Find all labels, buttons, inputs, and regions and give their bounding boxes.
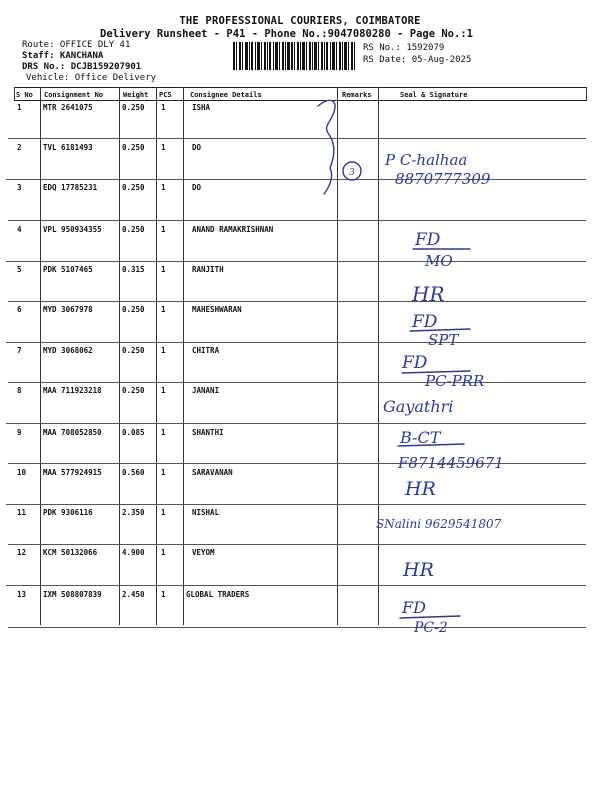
col-divider — [14, 87, 15, 101]
row-divider — [8, 301, 586, 302]
cell-sno: 3 — [17, 183, 22, 192]
remark-row6-top: FD — [412, 312, 438, 332]
row-divider — [8, 138, 586, 139]
cell-pcs: 1 — [161, 508, 166, 517]
header-remarks: Remarks — [342, 91, 372, 99]
cell-consignment: MAA 711923218 — [43, 386, 102, 395]
cell-pcs: 1 — [161, 305, 166, 314]
barcode-icon — [233, 42, 355, 70]
rs-date: RS Date: 05-Aug-2025 — [363, 55, 472, 65]
cell-sno: 8 — [17, 386, 22, 395]
row-divider — [8, 544, 586, 545]
cell-pcs: 1 — [161, 548, 166, 557]
header-pcs: PCS — [159, 91, 172, 99]
cell-consignment: PDK 9306116 — [43, 508, 93, 517]
cell-consignment: MAA 708052850 — [43, 428, 102, 437]
cell-consignee: NISHAL — [192, 508, 220, 517]
cell-pcs: 1 — [161, 468, 166, 477]
runsheet-line: Delivery Runsheet - P41 - Phone No.:9047080280 - Page No.:1 — [100, 28, 473, 40]
remark-row11: SNalini 9629541807 — [376, 517, 502, 531]
cell-consignment: MYD 3067978 — [43, 305, 93, 314]
header-seal: Seal & Signature — [400, 91, 468, 99]
vehicle-label: Vehicle: Office Delivery — [26, 73, 157, 83]
remark-row7-top: FD — [402, 353, 428, 373]
company-title: THE PROFESSIONAL COURIERS, COIMBATORE — [179, 15, 421, 27]
cell-consignee: ANAND RAMAKRISHNAN — [192, 225, 274, 234]
cell-weight: 4.900 — [122, 548, 145, 557]
cell-weight: 0.250 — [122, 225, 145, 234]
cell-consignment: MTR 2641075 — [43, 103, 93, 112]
underline-stroke — [400, 616, 460, 618]
cell-pcs: 1 — [161, 428, 166, 437]
cell-weight: 0.250 — [122, 143, 145, 152]
remark-row4-bottom: MO — [425, 252, 453, 270]
cell-sno: 2 — [17, 143, 22, 152]
cell-consignee: GLOBAL TRADERS — [186, 590, 250, 599]
cell-consignee: CHITRA — [192, 346, 220, 355]
circle-mark — [343, 162, 361, 180]
row-divider — [8, 382, 586, 383]
cell-weight: 0.560 — [122, 468, 145, 477]
staff-label: Staff: KANCHANA — [22, 51, 104, 61]
row-divider — [6, 179, 586, 180]
cell-consignment: VPL 950934355 — [43, 225, 102, 234]
header-bottom-border — [14, 100, 586, 101]
phone-row1: 8870777309 — [395, 170, 491, 188]
circle-number: 3 — [349, 168, 355, 178]
cell-consignment: TVL 6181493 — [43, 143, 93, 152]
remark-row13-top: FD — [402, 598, 426, 617]
remark-row5: HR — [412, 282, 445, 306]
row-divider — [6, 504, 586, 505]
cell-consignment: KCM 50132066 — [43, 548, 98, 557]
cell-pcs: 1 — [161, 143, 166, 152]
underline-stroke — [398, 444, 464, 446]
cell-consignee: DO — [192, 143, 202, 152]
header-weight: Weight — [123, 91, 149, 99]
cell-sno: 9 — [17, 428, 22, 437]
route-label: Route: OFFICE DLY 41 — [22, 40, 131, 50]
cell-sno: 12 — [17, 548, 27, 557]
remark-row10: HR — [405, 478, 436, 500]
cell-consignee: SHANTHI — [192, 428, 224, 437]
row-divider — [6, 585, 586, 586]
cell-consignee: JANANI — [192, 386, 220, 395]
cell-pcs: 1 — [161, 265, 166, 274]
cell-sno: 5 — [17, 265, 22, 274]
underline-stroke — [402, 371, 470, 373]
drs-number: DRS No.: DCJB159207901 — [22, 62, 142, 72]
remark-row6-bottom: SPT — [428, 331, 459, 349]
signature-row1: P C-halhaa — [385, 151, 468, 169]
row-divider — [8, 220, 586, 221]
cell-pcs: 1 — [161, 346, 166, 355]
remark-row7-bottom: PC-PRR — [425, 372, 485, 390]
cell-pcs: 1 — [161, 103, 166, 112]
cell-sno: 11 — [17, 508, 27, 517]
cell-weight: 2.450 — [122, 590, 145, 599]
cell-consignment: EDQ 17785231 — [43, 183, 98, 192]
cell-sno: 1 — [17, 103, 22, 112]
cell-pcs: 1 — [161, 225, 166, 234]
cell-consignment: IXM 508807839 — [43, 590, 102, 599]
header-consignee: Consignee Details — [190, 91, 262, 99]
cell-consignee: ISHA — [192, 103, 211, 112]
row-divider — [8, 627, 586, 628]
remark-row9-top: B-CT — [400, 428, 441, 447]
cell-pcs: 1 — [161, 386, 166, 395]
cell-sno: 6 — [17, 305, 22, 314]
row-divider — [6, 342, 586, 343]
cell-weight: 0.085 — [122, 428, 145, 437]
cell-consignment: PDK 5107465 — [43, 265, 93, 274]
cell-sno: 13 — [17, 590, 27, 599]
header-consignment: Consignment No — [44, 91, 104, 99]
header-sno: S No — [16, 91, 33, 99]
table-top-border — [14, 87, 586, 88]
rs-number: RS No.: 1592079 — [363, 43, 445, 53]
remark-row4-top: FD — [415, 230, 441, 250]
cell-sno: 7 — [17, 346, 22, 355]
col-divider — [586, 87, 587, 101]
cell-weight: 2.350 — [122, 508, 145, 517]
cell-weight: 0.250 — [122, 305, 145, 314]
cell-consignment: MYD 3068062 — [43, 346, 93, 355]
row-divider — [6, 261, 586, 262]
cell-consignee: RANJITH — [192, 265, 224, 274]
remark-row13-bottom: PC-2 — [414, 620, 448, 636]
row-divider — [8, 463, 586, 464]
cell-weight: 0.315 — [122, 265, 145, 274]
remark-row9-bottom: F8714459671 — [398, 454, 504, 472]
cell-sno: 4 — [17, 225, 22, 234]
cell-consignee: VEYOM — [192, 548, 215, 557]
remark-row12: HR — [403, 559, 434, 581]
cell-sno: 10 — [17, 468, 27, 477]
cell-weight: 0.250 — [122, 386, 145, 395]
cell-consignee: SARAVANAN — [192, 468, 233, 477]
cell-pcs: 1 — [161, 590, 166, 599]
cell-weight: 0.250 — [122, 346, 145, 355]
cell-weight: 0.250 — [122, 103, 145, 112]
underline-stroke — [410, 329, 470, 331]
row-divider — [6, 423, 586, 424]
cell-consignment: MAA 577924915 — [43, 468, 102, 477]
cell-consignee: DO — [192, 183, 202, 192]
cell-weight: 0.250 — [122, 183, 145, 192]
remark-row8: Gayathri — [383, 397, 454, 416]
cell-pcs: 1 — [161, 183, 166, 192]
cell-consignee: MAHESHWARAN — [192, 305, 242, 314]
